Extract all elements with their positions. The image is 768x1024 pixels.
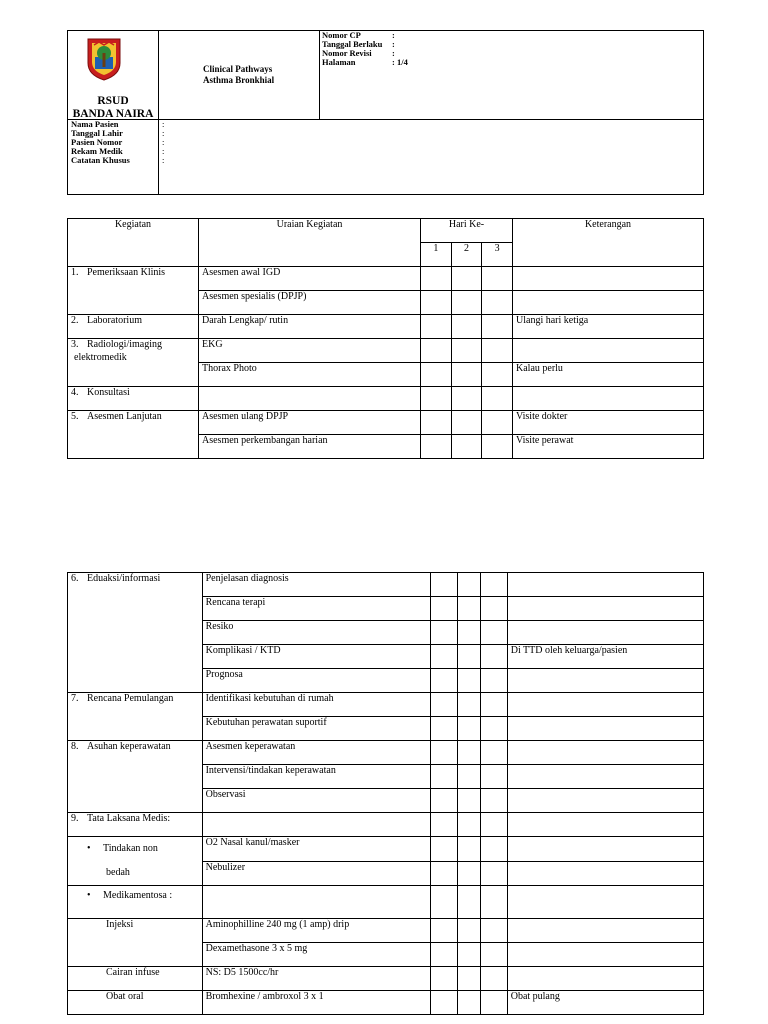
day-cell[interactable] [481, 991, 508, 1015]
uraian-cell: NS: D5 1500cc/hr [202, 967, 430, 991]
day-cell[interactable] [430, 943, 458, 967]
kegiatan-label: Medikamentosa : [103, 890, 173, 901]
table-row [68, 789, 704, 813]
day-cell[interactable] [451, 291, 482, 315]
keterangan-cell [507, 597, 703, 621]
uraian-cell: Dexamethasone 3 x 5 mg [202, 943, 430, 967]
day-cell[interactable] [458, 693, 481, 717]
keterangan-cell [513, 387, 704, 411]
day-cell[interactable] [481, 645, 508, 669]
patient-values: : : : : : [159, 120, 704, 195]
table-row [68, 765, 704, 789]
keterangan-cell [507, 967, 703, 991]
day-cell[interactable] [482, 411, 513, 435]
kegiatan-label-cont: bedah [106, 867, 130, 878]
day-cell[interactable] [421, 387, 452, 411]
uraian-cell: Asesmen keperawatan [202, 741, 430, 765]
table-row [68, 943, 704, 967]
table-row [68, 991, 704, 1015]
title-cell [159, 31, 320, 120]
keterangan-cell [507, 741, 703, 765]
day-cell[interactable] [481, 741, 508, 765]
table-row [68, 435, 704, 459]
day-cell[interactable] [421, 363, 452, 387]
day-cell[interactable] [430, 919, 458, 943]
day-cell[interactable] [458, 645, 481, 669]
keterangan-cell [507, 669, 703, 693]
day-cell[interactable] [481, 919, 508, 943]
day-cell[interactable] [458, 789, 481, 813]
activity-table-2 [67, 572, 704, 1015]
kegiatan-label: Asesmen Lanjutan [87, 411, 162, 422]
uraian-cell: Kebutuhan perawatan suportif [202, 717, 430, 741]
table-row [68, 919, 704, 943]
title-line1: Clinical Pathways [203, 64, 273, 74]
day-cell[interactable] [430, 597, 458, 621]
day-cell[interactable] [458, 919, 481, 943]
kegiatan-label: Tata Laksana Medis: [87, 813, 171, 824]
keterangan-cell [507, 861, 703, 886]
uraian-cell: Komplikasi / KTD [202, 645, 430, 669]
uraian-cell: Observasi [202, 789, 430, 813]
uraian-cell: Identifikasi kebutuhan di rumah [202, 693, 430, 717]
uraian-cell: Asesmen spesialis (DPJP) [199, 291, 421, 315]
day-cell[interactable] [482, 267, 513, 291]
table-row [68, 645, 704, 669]
table-row: 9. Tata Laksana Medis: [68, 813, 704, 837]
day-cell[interactable] [430, 789, 458, 813]
kegiatan-label-cont: elektromedik [74, 351, 127, 363]
uraian-cell: O2 Nasal kanul/masker [202, 837, 430, 862]
day-cell[interactable] [451, 315, 482, 339]
keterangan-cell: Di TTD oleh keluarga/pasien [507, 645, 703, 669]
day-cell[interactable] [481, 717, 508, 741]
table-row: 7. Rencana Pemulangan Identifikasi kebutuhan di rumah [68, 693, 704, 717]
day-cell[interactable] [458, 886, 481, 919]
day-cell[interactable] [458, 717, 481, 741]
meta-row: Tanggal Berlaku : [322, 38, 395, 49]
uraian-cell: Asesmen ulang DPJP [199, 411, 421, 435]
sub-label: Obat oral [106, 991, 144, 1002]
table-row: 4. Konsultasi [68, 387, 704, 411]
patient-label: Rekam Medik [71, 145, 123, 156]
day-cell[interactable] [430, 669, 458, 693]
day-cell[interactable] [430, 645, 458, 669]
uraian-cell: Resiko [202, 621, 430, 645]
uraian-cell: Penjelasan diagnosis [202, 573, 430, 597]
day-cell[interactable] [481, 693, 508, 717]
keterangan-cell [507, 789, 703, 813]
keterangan-cell: Kalau perlu [513, 363, 704, 387]
hospital-name-line2: BANDA NAIRA [72, 107, 154, 120]
table-row: 2. Laboratorium Darah Lengkap/ rutin Ulangi hari ketiga [68, 315, 704, 339]
kegiatan-label: Tindakan non [103, 843, 158, 854]
day-cell[interactable] [451, 363, 482, 387]
day-cell[interactable] [481, 886, 508, 919]
table-row [68, 669, 704, 693]
uraian-cell: Rencana terapi [202, 597, 430, 621]
patient-label: Nama Pasien [71, 119, 119, 129]
day-cell[interactable] [482, 435, 513, 459]
day-cell[interactable] [481, 943, 508, 967]
meta-row: Halaman : 1/4 [322, 56, 408, 67]
keterangan-cell: Obat pulang [507, 991, 703, 1015]
keterangan-cell: Visite dokter [513, 411, 704, 435]
table-row [68, 597, 704, 621]
day-cell[interactable] [430, 573, 458, 597]
sub-label: Injeksi [106, 919, 134, 930]
keterangan-cell [507, 813, 703, 837]
keterangan-cell [507, 943, 703, 967]
keterangan-cell [507, 573, 703, 597]
day-cell[interactable] [451, 387, 482, 411]
day-cell[interactable] [481, 837, 508, 862]
bullet-icon: • [87, 890, 91, 901]
day-cell[interactable] [482, 363, 513, 387]
title-line2: Asthma Bronkhial [203, 75, 275, 86]
patient-labels [68, 120, 159, 195]
day-cell[interactable] [458, 621, 481, 645]
keterangan-cell [513, 267, 704, 291]
uraian-cell [199, 387, 421, 411]
uraian-cell [202, 813, 430, 837]
patient-label: Catatan Khusus [71, 154, 130, 165]
day-cell[interactable] [430, 861, 458, 886]
day-cell[interactable] [481, 967, 508, 991]
bullet-icon: • [87, 843, 91, 854]
table-row: 5. Asesmen Lanjutan Asesmen ulang DPJP Visite dokter [68, 411, 704, 435]
day-cell[interactable] [430, 741, 458, 765]
uraian-cell: Asesmen awal IGD [199, 267, 421, 291]
uraian-cell: EKG [199, 339, 421, 363]
day-cell[interactable] [430, 837, 458, 862]
day-cell[interactable] [458, 967, 481, 991]
day-cell[interactable] [458, 837, 481, 862]
header-hari: Hari Ke- [421, 219, 513, 243]
hospital-name-line1: RSUD [97, 95, 129, 107]
day-cell[interactable] [451, 435, 482, 459]
uraian-cell: Thorax Photo [199, 363, 421, 387]
kegiatan-label: Radiologi/imaging [87, 339, 162, 350]
day-cell[interactable] [481, 669, 508, 693]
uraian-cell: Asesmen perkembangan harian [199, 435, 421, 459]
table-row: 3. Radiologi/imaging elektromedik EKG [68, 339, 704, 363]
uraian-cell: Nebulizer [202, 861, 430, 886]
uraian-cell: Intervensi/tindakan keperawatan [202, 765, 430, 789]
keterangan-cell [507, 717, 703, 741]
day-header: 3 [482, 243, 513, 267]
day-cell[interactable] [451, 267, 482, 291]
header-uraian: Uraian Kegiatan [199, 219, 421, 267]
day-cell[interactable] [481, 789, 508, 813]
uraian-cell: Prognosa [202, 669, 430, 693]
uraian-cell: Darah Lengkap/ rutin [199, 315, 421, 339]
uraian-cell: Bromhexine / ambroxol 3 x 1 [202, 991, 430, 1015]
keterangan-cell: Visite perawat [513, 435, 704, 459]
day-cell[interactable] [430, 693, 458, 717]
activity-table-1 [67, 218, 704, 459]
patient-label: Tanggal Lahir [71, 127, 123, 138]
table-row [68, 717, 704, 741]
day-cell[interactable] [421, 267, 452, 291]
day-cell[interactable] [421, 315, 452, 339]
day-cell[interactable] [430, 717, 458, 741]
keterangan-cell [513, 339, 704, 363]
day-cell[interactable] [421, 339, 452, 363]
header-keterangan: Keterangan [513, 219, 704, 267]
header-table [67, 30, 704, 195]
keterangan-cell [507, 765, 703, 789]
table-row: 1. Pemeriksaan Klinis Asesmen awal IGD [68, 267, 704, 291]
day-cell[interactable] [458, 861, 481, 886]
day-cell[interactable] [458, 741, 481, 765]
day-cell[interactable] [482, 387, 513, 411]
table-row: 6. Eduaksi/informasi Penjelasan diagnosis [68, 573, 704, 597]
day-cell[interactable] [458, 573, 481, 597]
keterangan-cell [507, 621, 703, 645]
day-cell[interactable] [481, 621, 508, 645]
table-row: 8. Asuhan keperawatan Asesmen keperawatan [68, 741, 704, 765]
kegiatan-label: Pemeriksaan Klinis [87, 267, 166, 278]
table-row [68, 837, 704, 862]
day-cell[interactable] [481, 573, 508, 597]
logo-cell [68, 31, 159, 120]
keterangan-cell [513, 291, 704, 315]
kegiatan-label: Eduaksi/informasi [87, 573, 161, 584]
day-cell[interactable] [458, 597, 481, 621]
patient-label: Pasien Nomor [71, 136, 123, 147]
keterangan-cell: Ulangi hari ketiga [513, 315, 704, 339]
day-cell[interactable] [421, 291, 452, 315]
keterangan-cell [507, 693, 703, 717]
day-cell[interactable] [458, 943, 481, 967]
kegiatan-label: Laboratorium [87, 315, 142, 326]
header-kegiatan: Kegiatan [68, 219, 199, 267]
day-cell[interactable] [458, 669, 481, 693]
keterangan-cell [507, 837, 703, 862]
day-cell[interactable] [482, 291, 513, 315]
day-cell[interactable] [430, 765, 458, 789]
day-cell[interactable] [430, 813, 458, 837]
table-row [68, 621, 704, 645]
table-row [68, 967, 704, 991]
day-cell[interactable] [458, 813, 481, 837]
day-cell[interactable] [421, 435, 452, 459]
day-cell[interactable] [458, 991, 481, 1015]
day-header: 2 [451, 243, 482, 267]
meta-cell [320, 31, 704, 120]
day-cell[interactable] [430, 621, 458, 645]
table-row [68, 886, 704, 919]
day-cell[interactable] [421, 411, 452, 435]
day-cell[interactable] [482, 315, 513, 339]
kegiatan-label: Konsultasi [87, 387, 130, 398]
day-cell[interactable] [430, 991, 458, 1015]
day-cell[interactable] [458, 765, 481, 789]
hospital-emblem-icon [86, 37, 122, 81]
table-row [68, 291, 704, 315]
day-cell[interactable] [430, 967, 458, 991]
day-cell[interactable] [451, 411, 482, 435]
meta-row: Nomor CP : [322, 30, 395, 40]
day-cell[interactable] [430, 886, 458, 919]
keterangan-cell [507, 886, 703, 919]
sub-label: Cairan infuse [106, 967, 160, 978]
day-cell[interactable] [451, 339, 482, 363]
day-header: 1 [421, 243, 452, 267]
kegiatan-label: Asuhan keperawatan [87, 741, 171, 752]
uraian-cell: Aminophilline 240 mg (1 amp) drip [202, 919, 430, 943]
day-cell[interactable] [481, 861, 508, 886]
uraian-cell [202, 886, 430, 919]
day-cell[interactable] [481, 765, 508, 789]
day-cell[interactable] [481, 597, 508, 621]
meta-row: Nomor Revisi : [322, 47, 395, 58]
keterangan-cell [507, 919, 703, 943]
day-cell[interactable] [482, 339, 513, 363]
day-cell[interactable] [481, 813, 508, 837]
kegiatan-label: Rencana Pemulangan [87, 693, 174, 704]
